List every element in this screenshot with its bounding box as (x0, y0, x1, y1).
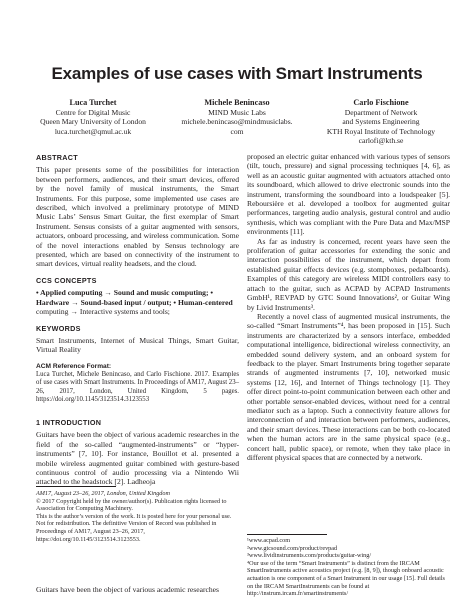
footnote-item: ²www.gtcsound.com/product/revpad (247, 544, 338, 552)
footnote-item: ¹www.acpad.com (247, 537, 291, 544)
author-affiliation: and Systems Engineering (342, 117, 420, 127)
keywords-text: Smart Instruments, Internet of Musical Things, Smart Guitar, Virtual Reality (36, 335, 239, 355)
section-heading-abstract: ABSTRACT (36, 153, 78, 162)
footnote-item: ³www.lividinstruments.com/products/guitar-wing/ (247, 552, 372, 560)
author-email: com (230, 126, 244, 136)
body-paragraph: As far as industry is concerned, recent years have seen the proliferation of guitar accessories for extending the sonic and interaction possibilities of the instrument, which depart from established guitar effects devices (e.g. stompboxes, pedalboards). Examples of this category are wireless MIDI controllers easy to attach to the guitar, such as ACPAD by ACPAD Instruments GmbH¹, REVPAD by GTC Sound Innovations², or Guitar Wing by Livid Instruments³. (247, 236, 450, 312)
author-2 (172, 98, 302, 145)
author-affiliation: Department of Network (344, 108, 418, 118)
version-line: This is the author’s version of the work. It is posted here for your personal use. Not for redistribution. The definitive Version of Record was published in Proceedings of AM17, August 23–26, 2017, https://doi.org/10.1145/3123514.3123553. (36, 512, 232, 543)
author-affiliation: Centre for Digital Music (55, 108, 131, 118)
introduction-section (36, 418, 239, 487)
copyright-footnote (36, 490, 239, 543)
footnote-item: ⁴Our use of the term “Smart Instruments” is distinct from the IRCAM SmartInstruments active acoustics project (e.g. [8, 9]), though onboard acoustic actuation is one component of a Smart Instrument in our usage [15]. Full details on the IRCAM SmartInstruments can be found at http://instrum.ircam.fr/smartinstruments/ (247, 559, 445, 598)
author-name: Michele Benincaso (204, 98, 270, 107)
author-email: carlofi@kth.se (358, 135, 404, 145)
author-3 (316, 98, 446, 145)
abstract-text: This paper presents some of the possibilities for interaction between performers, audiences, and their smart devices, offered by the novel family of musical instruments, the Smart Instruments. For this purpose, some implemented use cases are described, which involved a preliminary prototype of MIND Music Labs’ Sensus Smart Guitar, the first exemplar of Smart Instrument. Sensus consists of a guitar augmented with sensors, actuators, onboard processing, and wireless communication. Some of the novel interactions enabled by Sensus technology are presented, which are based on connectivity of the instrument to smart devices, virtual reality headsets, and the cloud. (36, 165, 239, 269)
ccs-line: computing → Interactive systems and tools; (36, 307, 170, 317)
venue-line: AM17, August 23–26, 2017, London, United Kingdom (36, 490, 170, 497)
footnote-rule (36, 486, 116, 487)
intro-continued: Guitars have been the object of various academic researches (36, 585, 220, 594)
author-block (28, 98, 446, 145)
acm-reference-heading: ACM Reference Format: (36, 362, 112, 370)
author-affiliation: KTH Royal Institute of Technology (326, 126, 436, 136)
right-column (247, 152, 450, 462)
author-name: Carlo Fischione (353, 98, 409, 107)
ccs-line: • Applied computing → Sound and music computing; • (36, 288, 214, 298)
author-email: michele.benincaso@mindmusiclabs. (181, 117, 293, 127)
acm-reference-text: Luca Turchet, Michele Benincaso, and Carlo Fischione. 2017. Examples of use cases with Smart Instruments. In Proceedings of AM17, August 23–26, 2017, London, United Kingdom, 5 pages. https://doi.org/10.1145/3123514.3123553 (36, 371, 239, 403)
footnotes-right (247, 537, 450, 598)
section-heading-keywords: KEYWORDS (36, 323, 81, 333)
paper-title: Examples of use cases with Smart Instruments (51, 64, 423, 83)
footnote-rule (247, 534, 327, 535)
intro-paragraph: Guitars have been the object of various academic researches in the field of the so-called “augmented-instruments” or “hyper-instruments” [7, 10]. For instance, Bouillot et al. presented a mobile wireless augmented guitar combined with gesture-based continuous control of audio processing via a Nintendo Wii attached to the headstock [2]. Ladheoja (36, 430, 239, 487)
left-column (36, 153, 239, 404)
author-affiliation: Queen Mary University of London (40, 117, 146, 127)
ccs-line: Hardware → Sound-based input / output; • Human-centered (36, 297, 233, 307)
author-affiliation: MIND Music Labs (208, 108, 266, 118)
author-email: luca.turchet@qmul.ac.uk (54, 126, 132, 136)
section-heading-introduction: 1 INTRODUCTION (36, 418, 102, 427)
section-heading-ccs: CCS CONCEPTS (36, 275, 97, 285)
body-paragraph: Recently a novel class of augmented musical instruments, the so-called “Smart Instruments”⁴, has been proposed in [15]. Such instruments are characterized by a sensors interface, embedded computational intelligence, bidirectional wireless connectivity, an embedded sound delivery system, and an onboard system for feedback to the player. Smart Instruments bring together separate strands of augmented instruments [7, 10], networked music systems [12, 16], and Internet of Things technology [1]. They offer direct point-to-point communication between each other and other portable sensor-enabled devices, without need for a central mediator such as a laptop. Such a connectivity feature allows for interconnection of and interaction between performers, audiences, and their smart devices. These interactions can be both co-located when the human actors are in the same physical space (e.g., concert hall, public space), or remote, when they take place in different physical spaces that are connected by a network. (247, 311, 450, 462)
body-paragraph: proposed an electric guitar enhanced with various types of sensors (tilt, touch, pressure) and signal processing techniques [4, 6], as well as an acoustic guitar augmented with actuators attached onto its soundboard, which allowed to drive electronic sounds into the instrument, transforming the soundboard into a loudspeaker [5]. Reboursière et al. developed a toolbox for augmented guitar performances, targeting audio analysis, gestural control and audio synthesis, which was compliant with the Pure Data and Max/MSP environments [11]. (247, 152, 450, 237)
copyright-line: © 2017 Copyright held by the owner/author(s). Publication rights licensed to Association for Computing Machinery. (36, 497, 227, 513)
author-1 (28, 98, 158, 145)
author-name: Luca Turchet (69, 98, 117, 107)
